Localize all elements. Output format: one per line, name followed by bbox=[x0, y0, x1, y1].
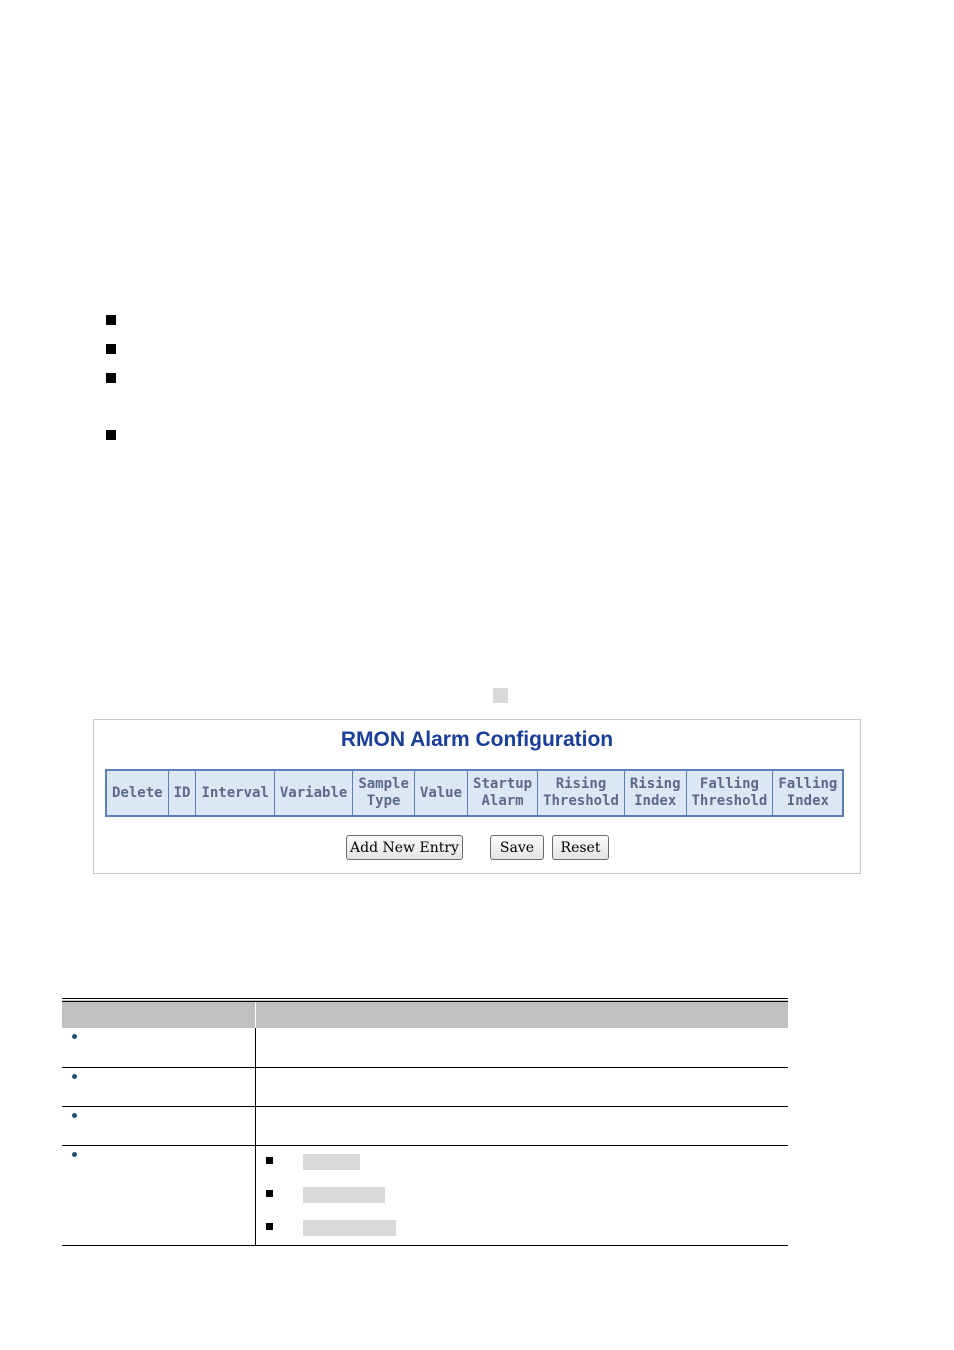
col-value: Value bbox=[414, 770, 467, 816]
description-cell bbox=[256, 1145, 789, 1245]
col-delete: Delete bbox=[106, 770, 168, 816]
bullet-dot bbox=[72, 1074, 77, 1079]
rmon-alarm-panel bbox=[93, 719, 861, 874]
header-object bbox=[62, 1000, 256, 1028]
bullet-square bbox=[106, 373, 116, 383]
option-highlight bbox=[303, 1220, 396, 1236]
col-falling-index: Falling Index bbox=[773, 770, 844, 816]
marker-square bbox=[493, 688, 508, 703]
description-cell bbox=[256, 1028, 789, 1067]
object-cell bbox=[62, 1106, 256, 1145]
object-cell bbox=[62, 1028, 256, 1067]
option-item bbox=[256, 1146, 788, 1179]
option-highlight bbox=[303, 1154, 360, 1170]
table-row bbox=[62, 1106, 788, 1145]
table-row bbox=[62, 1145, 788, 1245]
bullet-square bbox=[266, 1190, 273, 1197]
table-header-row bbox=[106, 770, 843, 816]
col-id: ID bbox=[168, 770, 196, 816]
save-button[interactable]: Save bbox=[490, 835, 544, 860]
description-cell bbox=[256, 1067, 789, 1106]
bullet-square bbox=[106, 344, 116, 354]
reset-button[interactable]: Reset bbox=[552, 835, 609, 860]
col-rising-threshold: Rising Threshold bbox=[538, 770, 625, 816]
col-sample-type: Sample Type bbox=[353, 770, 415, 816]
bullet-square bbox=[106, 315, 116, 325]
bullet-dot bbox=[72, 1113, 77, 1118]
panel-title: RMON Alarm Configuration bbox=[340, 728, 614, 751]
option-item bbox=[256, 1212, 788, 1245]
table-row bbox=[62, 1028, 788, 1067]
bullet-square bbox=[266, 1223, 273, 1230]
description-cell bbox=[256, 1106, 789, 1145]
table-row bbox=[62, 1067, 788, 1106]
bullet-square bbox=[106, 430, 116, 440]
add-new-entry-button[interactable]: Add New Entry bbox=[346, 835, 463, 860]
col-falling-threshold: Falling Threshold bbox=[686, 770, 773, 816]
bullet-dot bbox=[72, 1034, 77, 1039]
col-startup-alarm: Startup Alarm bbox=[468, 770, 538, 816]
parameter-table bbox=[62, 998, 788, 1246]
option-item bbox=[256, 1179, 788, 1212]
col-interval: Interval bbox=[196, 770, 274, 816]
col-variable: Variable bbox=[274, 770, 352, 816]
bullet-dot bbox=[72, 1152, 77, 1157]
object-cell bbox=[62, 1067, 256, 1106]
option-highlight bbox=[303, 1187, 385, 1203]
bullet-square bbox=[266, 1157, 273, 1164]
object-cell bbox=[62, 1145, 256, 1245]
alarm-table bbox=[105, 769, 844, 817]
table-header-row bbox=[62, 1000, 788, 1028]
header-description bbox=[256, 1000, 789, 1028]
col-rising-index: Rising Index bbox=[624, 770, 686, 816]
